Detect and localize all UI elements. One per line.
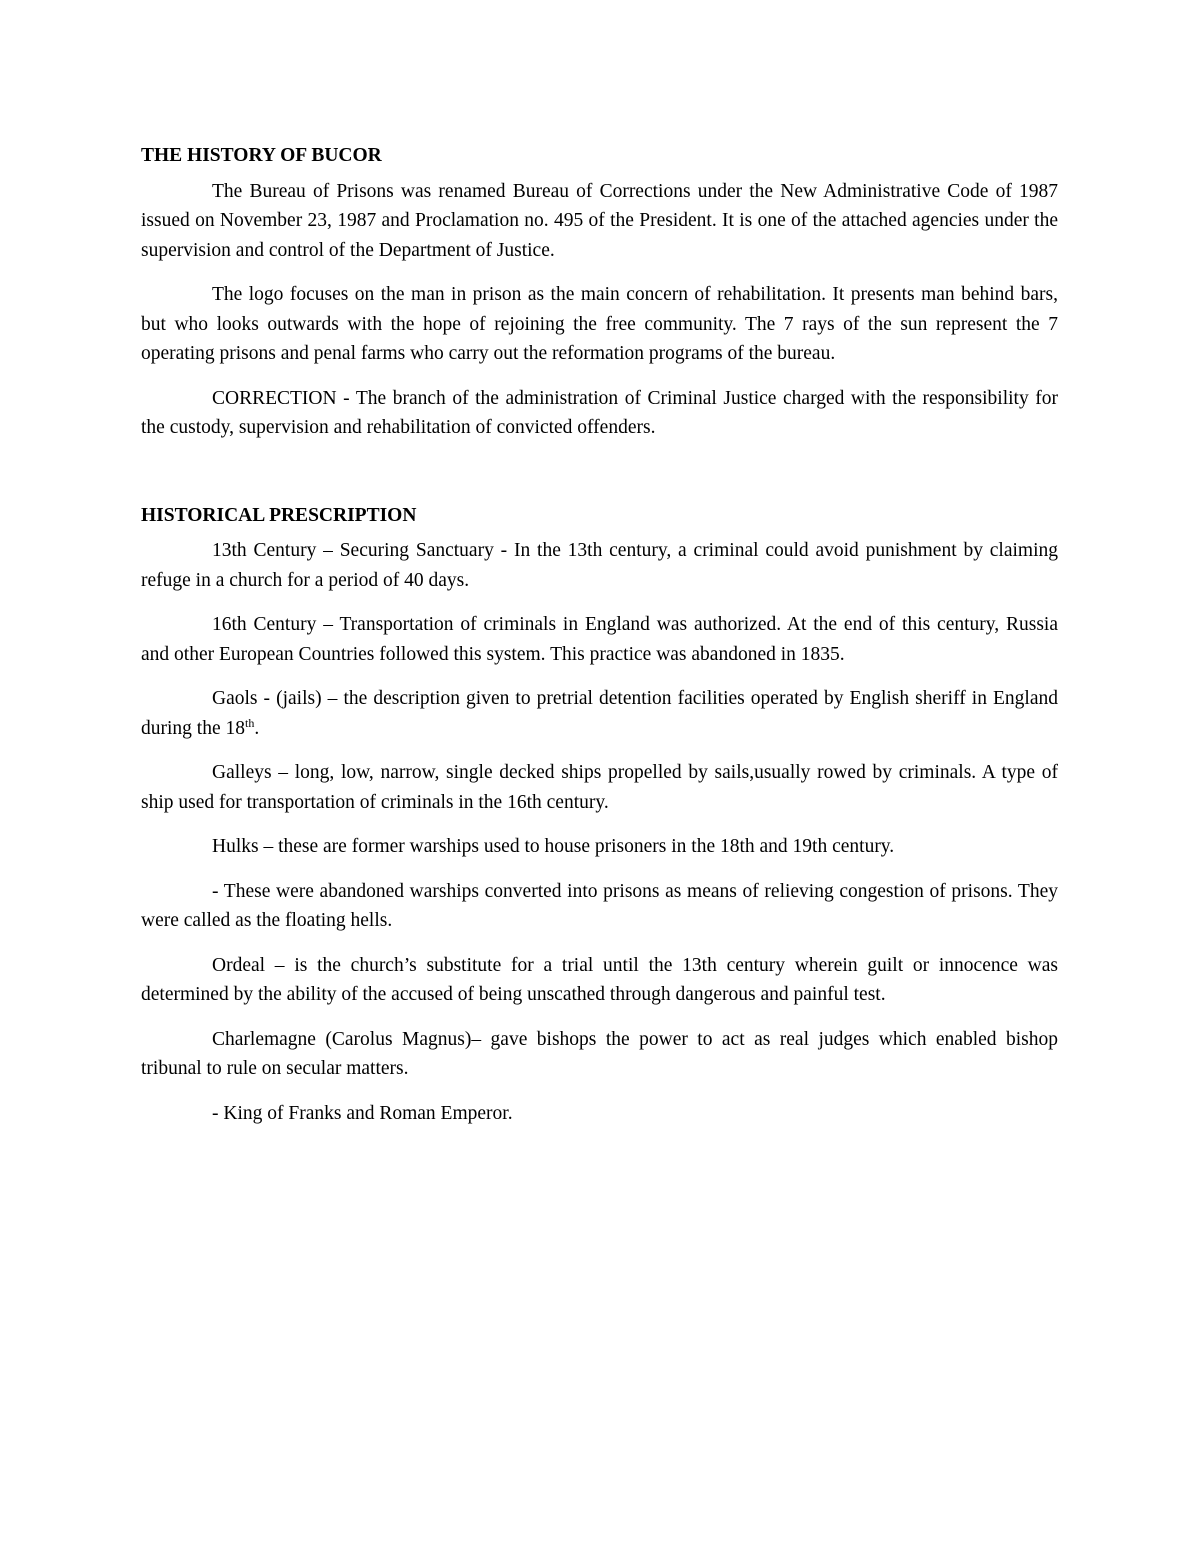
superscript: th	[244, 715, 255, 730]
paragraph: Hulks – these are former warships used to house prisoners in the 18th and 19th century.	[212, 836, 895, 857]
paragraph-gaols	[141, 684, 1058, 743]
paragraph: - King of Franks and Roman Emperor.	[212, 1102, 513, 1124]
paragraph: The logo focuses on the man in prison as the main concern of rehabilitation. It presents man behind bars, but who looks outwards with the hope of rejoining the free community. The 7 rays of the sun represent the 7 operating prisons and penal farms who carry out the reformation programs of the bureau.	[141, 284, 1058, 364]
section-heading: THE HISTORY OF BUCOR	[141, 145, 382, 166]
paragraph-text-end: .	[254, 717, 260, 739]
section-heading: HISTORICAL PRESCRIPTION	[141, 504, 417, 526]
section-historical-prescription	[141, 501, 1058, 1129]
paragraph: Galleys – long, low, narrow, single decked ships propelled by sails,usually rowed by criminals. A type of ship used for transportation of criminals in the 16th century.	[141, 762, 1058, 813]
paragraph: Charlemagne (Carolus Magnus)– gave bishops the power to act as real judges which enabled bishop tribunal to rule on secular matters.	[141, 1028, 1058, 1079]
paragraph: CORRECTION - The branch of the administration of Criminal Justice charged with the responsibility for the custody, supervision and rehabilitation of convicted offenders.	[141, 387, 1058, 438]
document-body	[141, 141, 1058, 1128]
paragraph: 13th Century – Securing Sanctuary - In the 13th century, a criminal could avoid punishment by claiming refuge in a church for a period of 40 days.	[141, 540, 1058, 591]
paragraph: The Bureau of Prisons was renamed Bureau of Corrections under the New Administrative Code of 1987 issued on November 23, 1987 and Proclamation no. 495 of the President. It is one of the attached agencies under the supervision and control of the Department of Justice.	[141, 180, 1058, 261]
paragraph: 16th Century – Transportation of criminals in England was authorized. At the end of this century, Russia and other European Countries followed this system. This practice was abandoned in 1835.	[141, 614, 1058, 665]
paragraph: Ordeal – is the church’s substitute for a trial until the 13th century wherein guilt or innocence was determined by the ability of the accused of being unscathed through dangerous and painful test.	[141, 954, 1058, 1005]
section-history-of-bucor	[141, 141, 1058, 443]
paragraph: - These were abandoned warships converted into prisons as means of relieving congestion of prisons. They were called as the floating hells.	[141, 880, 1058, 931]
paragraph-text: Gaols - (jails) – the description given to pretrial detention facilities operated by English sheriff in England during the 18	[141, 688, 1058, 739]
